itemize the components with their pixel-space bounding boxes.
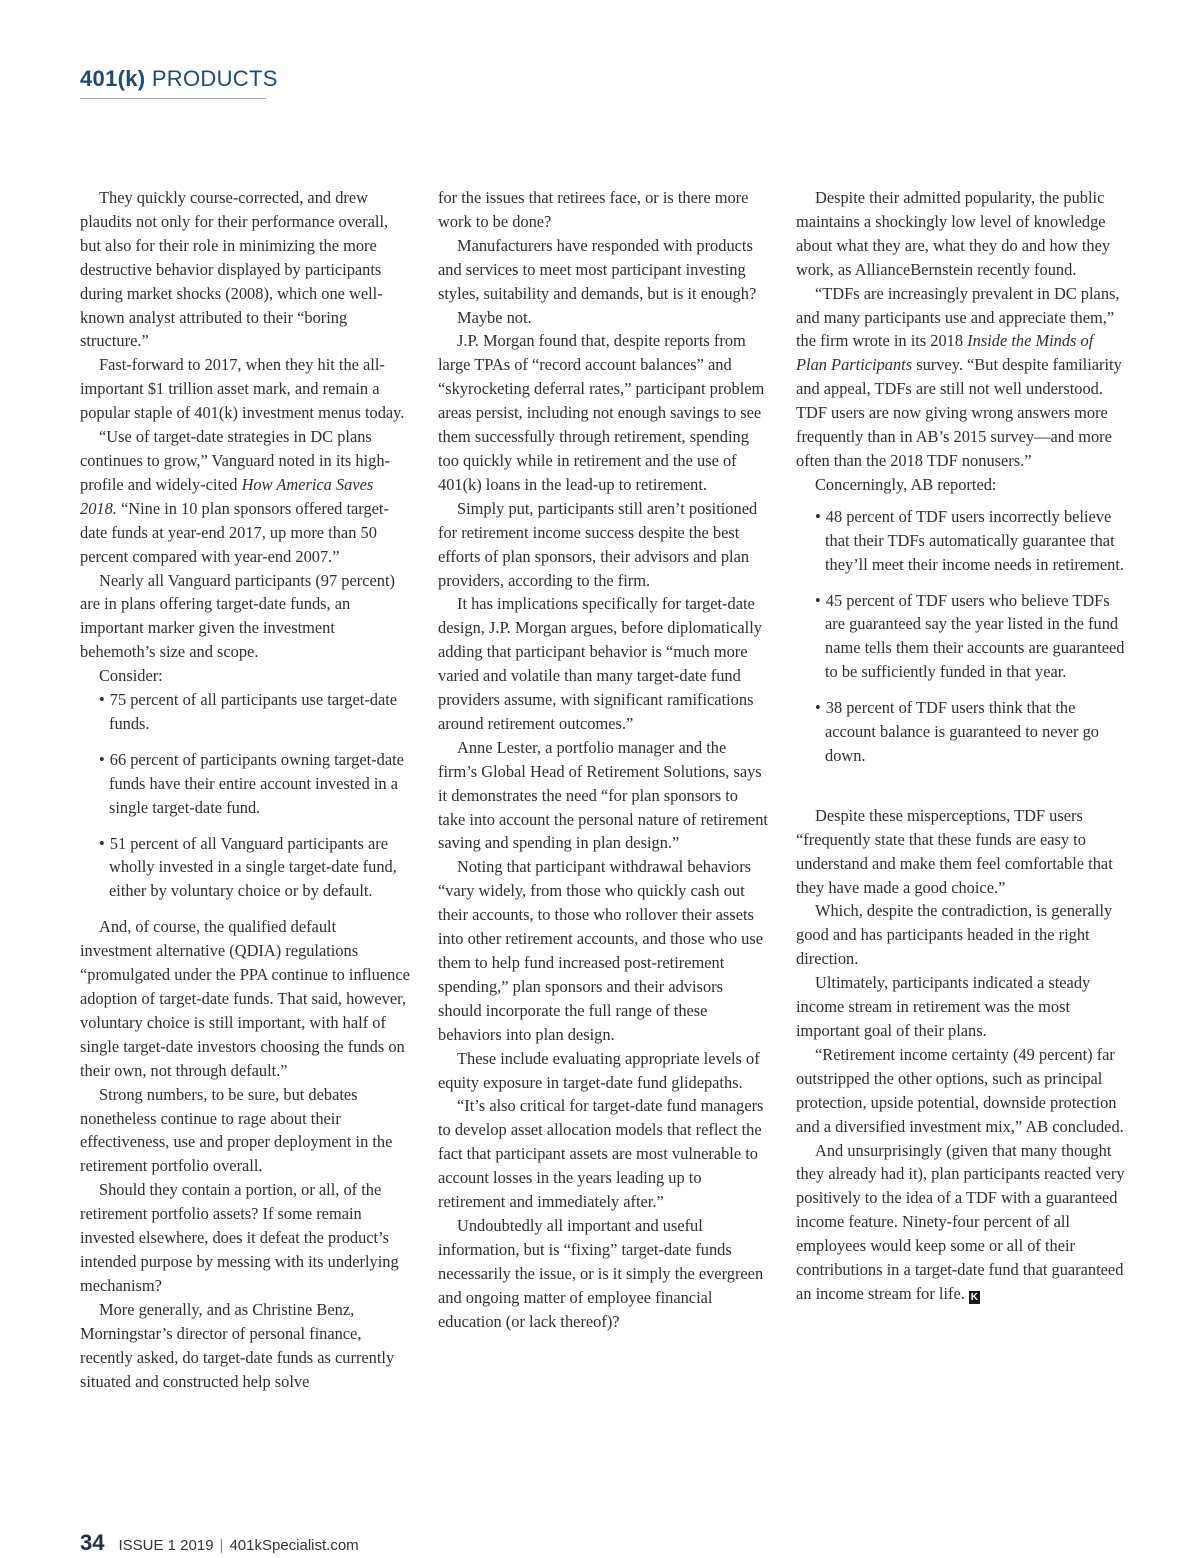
article-column-3 xyxy=(796,186,1126,1306)
publication-title: Inside the Minds of Plan Participants xyxy=(796,331,1094,375)
spacer xyxy=(796,780,1126,804)
paragraph: “It’s also critical for target-date fund managers to develop asset allocation models that reflect the fact that participant assets are most vulnerable to account losses in the years leading up to retirement and immediately after.” xyxy=(438,1096,764,1212)
bullet-list xyxy=(80,688,410,903)
end-mark-icon: K xyxy=(970,1291,978,1303)
paragraph: More generally, and as Christine Benz, Morningstar’s director of personal finance, recently asked, do target-date funds as currently situated and constructed help solve xyxy=(80,1299,395,1391)
list-item: • 51 percent of all Vanguard participants are wholly invested in a single target-date fund, either by voluntary choice or by default. xyxy=(80,832,410,904)
website-link[interactable]: 401kSpecialist.com xyxy=(229,1537,359,1554)
publication-title: How America Saves 2018. xyxy=(80,474,374,518)
article-column-2 xyxy=(438,186,768,1334)
paragraph: Ultimately, participants indicated a steady income stream in retirement was the most important goal of their plans. xyxy=(796,973,1091,1040)
paragraph xyxy=(796,1139,1126,1306)
page-number: 34 xyxy=(80,1530,105,1555)
header-rule xyxy=(80,98,266,99)
list-item: • 75 percent of all participants use target-date funds. xyxy=(80,688,410,736)
footer-separator: | xyxy=(219,1537,224,1554)
page-footer xyxy=(80,1530,359,1556)
paragraph: Simply put, participants still aren’t positioned for retirement income success despite the best efforts of plan sponsors, their advisors and plan providers, according to the firm. xyxy=(438,498,758,590)
paragraph: Anne Lester, a portfolio manager and the firm’s Global Head of Retirement Solutions, says it demonstrates the need “for plan sponsors to take into account the personal nature of retirement saving and spending in plan design.” xyxy=(438,737,768,853)
paragraph: Manufacturers have responded with products and services to meet most participant investing styles, suitability and demands, but is it enough? xyxy=(438,235,757,303)
paragraph: J.P. Morgan found that, despite reports from large TPAs of “record account balances” and “skyrocketing deferral rates,” participant problem areas persist, including not enough savings to see them successfully through retirement, spending too quickly while in retirement and the use of 401(k) loans in the lead-up to retirement. xyxy=(438,331,765,494)
paragraph: Noting that participant withdrawal behaviors “vary widely, from those who quickly cash out their accounts, to those who rollover their assets into other retirement accounts, and those who use them to help fund increased post-retirement spending,” plan sponsors and their advisors should incorporate the full range of these behaviors into plan design. xyxy=(438,857,763,1044)
paragraph xyxy=(796,282,1126,473)
paragraph: These include evaluating appropriate levels of equity exposure in target-date fund glidepaths. xyxy=(438,1048,760,1092)
paragraph: Despite these misperceptions, TDF users “frequently state that these funds are easy to understand and make them feel comfortable that they have made a good choice.” xyxy=(796,805,1113,897)
list-item: • 66 percent of participants owning target-date funds have their entire account invested in a single target-date fund. xyxy=(80,748,410,820)
paragraph: It has implications specifically for target-date design, J.P. Morgan argues, before diplomatically adding that participant behavior is “much more varied and volatile than many target-date fund providers assume, with significant ramifications around retirement outcomes.” xyxy=(438,594,762,733)
paragraph: Concerningly, AB reported: xyxy=(815,474,997,494)
section-title-bold: 401(k) xyxy=(80,66,146,91)
paragraph: Which, despite the contradiction, is generally good and has participants headed in the right direction. xyxy=(796,901,1113,969)
paragraph: Consider: xyxy=(99,666,163,686)
list-item: • 38 percent of TDF users think that the account balance is guaranteed to never go down. xyxy=(796,696,1126,768)
paragraph: And, of course, the qualified default investment alternative (QDIA) regulations “promulgated under the PPA continue to influence adoption of target-date funds. That said, however, voluntary choice is still important, with half of single target-date investors choosing the funds on their own, not through default.” xyxy=(80,917,410,1080)
list-item: • 45 percent of TDF users who believe TDFs are guaranteed say the year listed in the fund name tells them their accounts are guaranteed to be sufficiently funded in that year. xyxy=(796,589,1126,685)
issue-label: ISSUE 1 2019 xyxy=(118,1537,214,1554)
section-header xyxy=(80,66,278,99)
paragraph: Should they contain a portion, or all, of the retirement portfolio assets? If some remain invested elsewhere, does it defeat the product’s intended purpose by messing with its underlying mechanism? xyxy=(80,1180,399,1295)
paragraph-text: “Use of target-date strategies in DC plans continues to grow,” Vanguard noted in its high-profile and widely-cited xyxy=(80,427,391,494)
paragraph-text: And unsurprisingly (given that many thought they already had it), plan participants reacted very positively to the idea of a TDF with a guaranteed income feature. Ninety-four percent of all employees would keep some or all of their contributions in a target-date fund that guaranteed an income stream for life. xyxy=(796,1140,1125,1303)
list-item: • 48 percent of TDF users incorrectly believe that their TDFs automatically guarantee that they’ll meet their income needs in retirement. xyxy=(796,505,1126,577)
article-column-1 xyxy=(80,186,410,1393)
paragraph: Strong numbers, to be sure, but debates nonetheless continue to rage about their effectiveness, use and proper deployment in the retirement portfolio overall. xyxy=(80,1084,393,1176)
paragraph: for the issues that retirees face, or is there more work to be done? xyxy=(438,188,749,231)
section-title xyxy=(80,66,278,92)
section-title-rest: PRODUCTS xyxy=(145,66,278,91)
paragraph: Undoubtedly all important and useful information, but is “fixing” target-date funds necessarily the issue, or is it simply the evergreen and ongoing matter of employee financial education (or lack thereof)? xyxy=(438,1215,764,1331)
paragraph xyxy=(80,425,410,568)
paragraph-text: survey. “But despite familiarity and appeal, TDFs are still not well understood. TDF users are now giving wrong answers more frequently than in AB’s 2015 survey—and more often than the 2018 TDF nonusers.” xyxy=(796,355,1122,470)
paragraph: Despite their admitted popularity, the public maintains a shockingly low level of knowledge about what they are, what they do and how they work, as AllianceBernstein recently found. xyxy=(796,188,1111,279)
paragraph: They quickly course-corrected, and drew plaudits not only for their performance overall, but also for their role in minimizing the more destructive behavior displayed by participants during market shocks (2008), which one well-known analyst attributed to their “boring structure.” xyxy=(80,188,389,351)
paragraph: Nearly all Vanguard participants (97 percent) are in plans offering target-date funds, an important marker given the investment behemoth’s size and scope. xyxy=(80,570,395,662)
paragraph: Fast-forward to 2017, when they hit the all-important $1 trillion asset mark, and remain a popular staple of 401(k) investment menus today. xyxy=(80,355,405,423)
bullet-list xyxy=(796,505,1126,768)
paragraph: “Retirement income certainty (49 percent) far outstripped the other options, such as principal protection, upside potential, downside protection and a diversified investment mix,” AB concluded. xyxy=(796,1044,1124,1136)
paragraph: Maybe not. xyxy=(457,307,532,327)
paragraph-text: “TDFs are increasingly prevalent in DC plans, and many participants use and appreciate them,” the firm wrote in its 2018 xyxy=(796,283,1120,351)
paragraph-text: “Nine in 10 plan sponsors offered target-date funds at year-end 2017, up more than 50 percent compared with year-end 2007.” xyxy=(80,498,389,566)
